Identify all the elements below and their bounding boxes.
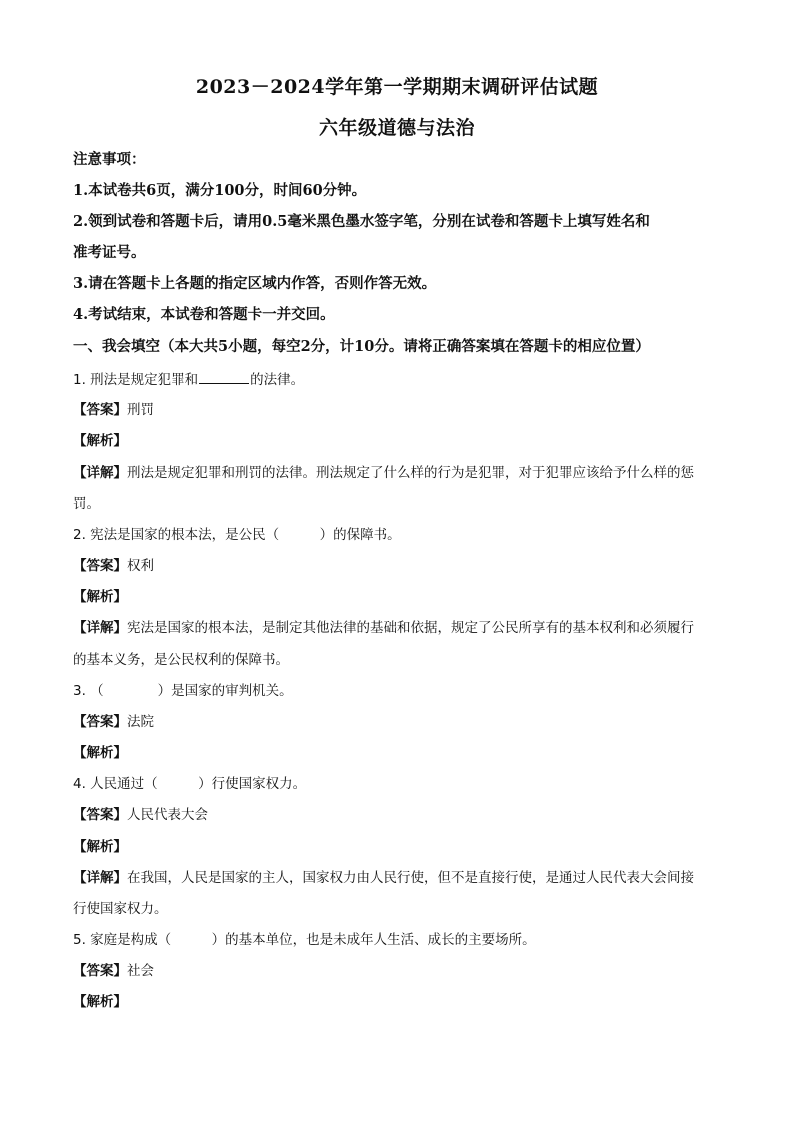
question-1-detail-cont: 罚。 — [73, 496, 100, 512]
question-5-analysis: 【解析】 — [73, 994, 127, 1010]
question-2-answer: 【答案】权利 — [73, 558, 154, 574]
question-2-detail-cont: 的基本义务，是公民权利的保障书。 — [73, 652, 289, 668]
section-heading: 一、我会填空（本大共5小题，每空2分，计10分。请将正确答案填在答题卡的相应位置） — [73, 338, 650, 355]
exam-title: 2023－2024学年第一学期期末调研评估试题 — [195, 76, 599, 98]
question-1-answer: 【答案】刑罚 — [73, 402, 154, 418]
question-2-detail: 【详解】宪法是国家的根本法，是制定其他法律的基础和依据，规定了公民所享有的基本权利和必须履行 — [73, 620, 694, 636]
question-2-analysis: 【解析】 — [73, 589, 127, 605]
question-5-stem: 5. 家庭是构成（ ）的基本单位，也是未成年人生活、成长的主要场所。 — [73, 932, 536, 948]
question-3-analysis: 【解析】 — [73, 745, 127, 761]
question-4-detail-cont: 行使国家权力。 — [73, 901, 168, 917]
question-4-detail: 【详解】在我国，人民是国家的主人，国家权力由人民行使，但不是直接行使，是通过人民代表大会间接 — [73, 870, 694, 886]
answer-blank — [199, 369, 249, 384]
question-4-answer: 【答案】人民代表大会 — [73, 807, 208, 823]
question-1-analysis: 【解析】 — [73, 433, 127, 449]
notice-item: 3.请在答题卡上各题的指定区域内作答，否则作答无效。 — [73, 275, 437, 292]
question-4-analysis: 【解析】 — [73, 839, 127, 855]
notice-item: 2.领到试卷和答题卡后，请用0.5毫米黑色墨水签字笔，分别在试卷和答题卡上填写姓名和 — [73, 213, 650, 230]
notice-item: 4.考试结束，本试卷和答题卡一并交回。 — [73, 306, 335, 323]
question-1-stem: 1. 刑法是规定犯罪和 的法律。 — [73, 369, 733, 390]
notice-item: 1.本试卷共6页，满分100分，时间60分钟。 — [73, 182, 367, 199]
question-4-stem: 4. 人民通过（ ）行使国家权力。 — [73, 776, 307, 792]
question-1-detail: 【详解】刑法是规定犯罪和刑罚的法律。刑法规定了什么样的行为是犯罪，对于犯罪应该给予什么样的惩 — [73, 465, 694, 481]
question-2-stem: 2. 宪法是国家的根本法，是公民（ ）的保障书。 — [73, 527, 401, 543]
question-5-answer: 【答案】社会 — [73, 963, 154, 979]
notice-item: 准考证号。 — [73, 244, 146, 261]
notice-heading: 注意事项： — [73, 151, 146, 168]
question-3-answer: 【答案】法院 — [73, 714, 154, 730]
exam-subject: 六年级道德与法治 — [318, 117, 475, 139]
question-3-stem: 3. （ ）是国家的审判机关。 — [73, 683, 293, 699]
